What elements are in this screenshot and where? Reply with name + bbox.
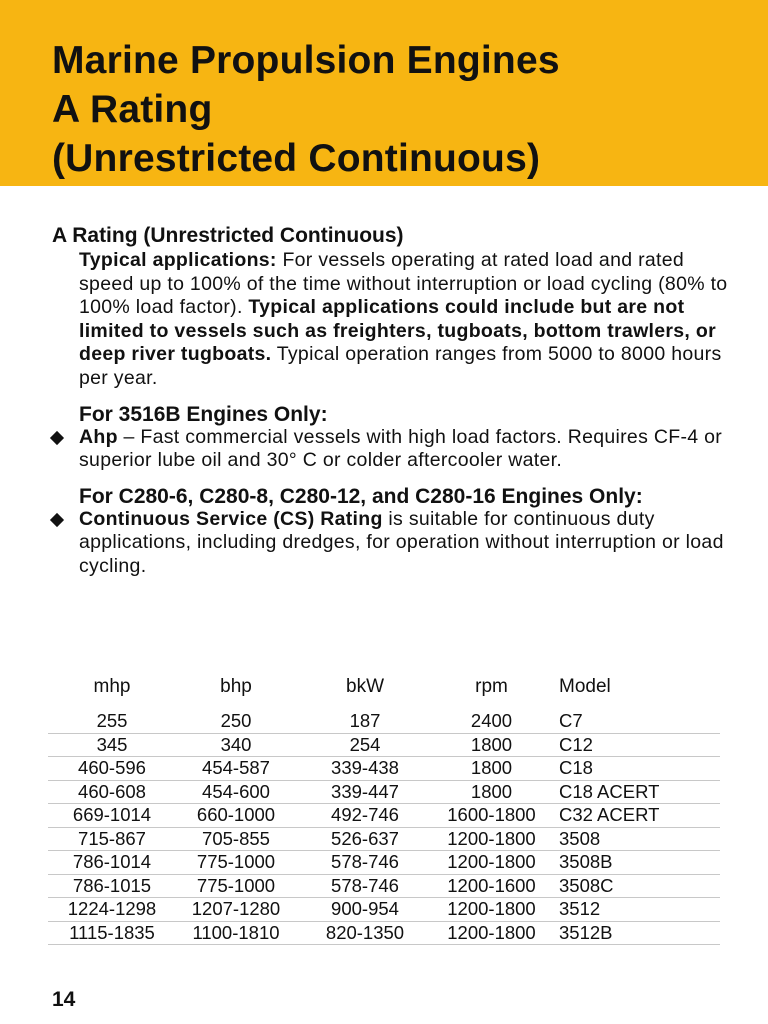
table-row (48, 898, 720, 922)
ahp-label: Ahp (79, 425, 118, 448)
cell-bhp: 454-600 (176, 780, 296, 804)
title-line-3: (Unrestricted Continuous) (52, 137, 541, 180)
cell-mhp: 1115-1835 (48, 921, 176, 945)
section-heading: A Rating (Unrestricted Continuous) (52, 224, 404, 247)
cell-mhp: 345 (48, 733, 176, 757)
cell-model: C18 (549, 757, 720, 781)
cell-mhp: 1224-1298 (48, 898, 176, 922)
cell-rpm: 1200-1800 (434, 827, 549, 851)
cell-model: 3508C (549, 874, 720, 898)
cell-rpm: 1200-1800 (434, 898, 549, 922)
cell-rpm: 1800 (434, 733, 549, 757)
table-header-row (48, 676, 720, 706)
cell-bkw: 339-447 (296, 780, 434, 804)
diamond-bullet-icon (50, 430, 64, 444)
page-title (52, 36, 560, 183)
cs-rating-label: Continuous Service (CS) Rating (79, 507, 383, 530)
cell-bhp: 1100-1810 (176, 921, 296, 945)
cell-bkw: 254 (296, 733, 434, 757)
typical-applications-paragraph (0, 249, 768, 391)
cell-model: C12 (549, 733, 720, 757)
engine-ratings-table (48, 676, 720, 945)
cell-model: C18 ACERT (549, 780, 720, 804)
table-row (48, 733, 720, 757)
cell-bkw: 820-1350 (296, 921, 434, 945)
title-line-2: A Rating (52, 88, 213, 131)
header-banner (0, 0, 768, 186)
cell-mhp: 786-1015 (48, 874, 176, 898)
column-header-mhp: mhp (93, 676, 131, 697)
cell-bhp: 660-1000 (176, 804, 296, 828)
table-row (48, 874, 720, 898)
typical-applications-examples: Typical applications could include but are not limited to vessels such as freighters, tugboats, bottom trawlers, or deep river tugboats. (79, 296, 716, 366)
ahp-text: – Fast commercial vessels with high load factors. Requires CF-4 or superior lube oil and 30° C or colder aftercooler water. (79, 425, 723, 472)
cell-mhp: 460-596 (48, 757, 176, 781)
column-header-bkw: bkW (346, 676, 384, 697)
cell-bhp: 340 (176, 733, 296, 757)
cell-bhp: 1207-1280 (176, 898, 296, 922)
table-row (48, 706, 720, 733)
main-content (0, 223, 768, 579)
engine-ratings-table-container (48, 676, 720, 945)
cell-bhp: 775-1000 (176, 874, 296, 898)
cs-rating-text: is suitable for continuous duty applications, including dredges, for operation without interruption or load cycling. (79, 507, 724, 577)
cell-rpm: 1600-1800 (434, 804, 549, 828)
cell-rpm: 1200-1600 (434, 874, 549, 898)
cell-bhp: 454-587 (176, 757, 296, 781)
title-line-1: Marine Propulsion Engines (52, 39, 560, 82)
table-row (48, 804, 720, 828)
cell-bkw: 187 (296, 706, 434, 733)
table-row (48, 827, 720, 851)
cell-rpm: 1200-1800 (434, 851, 549, 875)
diamond-bullet-icon (50, 513, 64, 527)
column-header-model: Model (559, 676, 611, 697)
table-row (48, 757, 720, 781)
table-row (48, 921, 720, 945)
page-number: 14 (52, 988, 76, 1011)
cell-mhp: 255 (48, 706, 176, 733)
cell-mhp: 715-867 (48, 827, 176, 851)
cell-mhp: 460-608 (48, 780, 176, 804)
table-row (48, 851, 720, 875)
cell-rpm: 1800 (434, 757, 549, 781)
cell-bhp: 705-855 (176, 827, 296, 851)
typical-applications-label: Typical applications: (79, 249, 277, 271)
cell-mhp: 786-1014 (48, 851, 176, 875)
cell-model: 3512 (549, 898, 720, 922)
cell-mhp: 669-1014 (48, 804, 176, 828)
ahp-bullet (0, 426, 768, 473)
cell-model: 3508 (549, 827, 720, 851)
cs-rating-bullet (0, 508, 768, 579)
cell-bkw: 900-954 (296, 898, 434, 922)
cell-model: C7 (549, 706, 720, 733)
cell-bkw: 339-438 (296, 757, 434, 781)
cell-model: 3508B (549, 851, 720, 875)
column-header-rpm: rpm (475, 676, 508, 697)
table-row (48, 780, 720, 804)
cell-bhp: 775-1000 (176, 851, 296, 875)
engines-3516b-heading: For 3516B Engines Only: (79, 402, 328, 426)
cell-bkw: 578-746 (296, 851, 434, 875)
cell-bkw: 578-746 (296, 874, 434, 898)
cell-rpm: 1800 (434, 780, 549, 804)
cell-bhp: 250 (176, 706, 296, 733)
cell-model: C32 ACERT (549, 804, 720, 828)
cell-bkw: 526-637 (296, 827, 434, 851)
column-header-bhp: bhp (220, 676, 252, 697)
typical-operation-text: Typical operation ranges from 5000 to 8000 hours per year. (79, 343, 722, 389)
cell-bkw: 492-746 (296, 804, 434, 828)
cell-rpm: 2400 (434, 706, 549, 733)
typical-applications-text: For vessels operating at rated load and rated speed up to 100% of the time without interruption or load cycling (80% to 100% load factor). (79, 249, 728, 319)
cell-rpm: 1200-1800 (434, 921, 549, 945)
engines-c280-heading: For C280-6, C280-8, C280-12, and C280-16 Engines Only: (79, 484, 643, 508)
cell-model: 3512B (549, 921, 720, 945)
